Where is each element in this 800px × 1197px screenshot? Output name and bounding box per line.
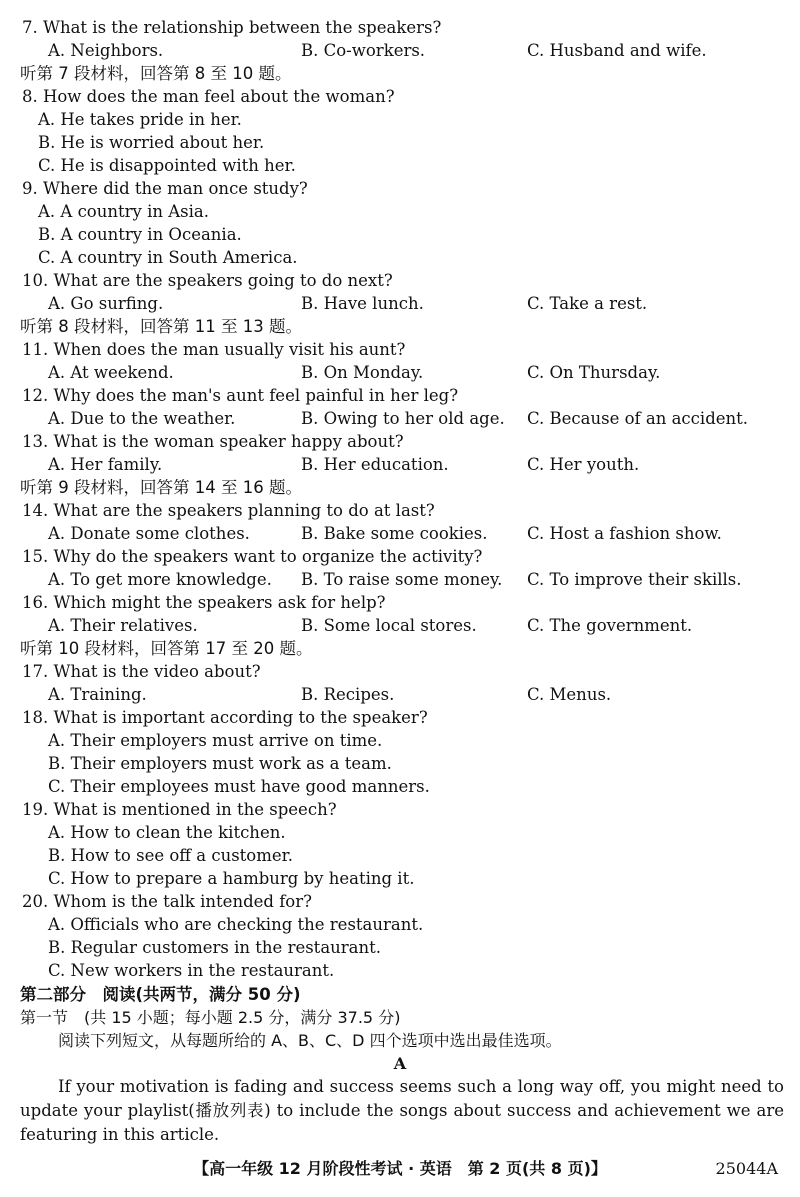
- question-9: 9. Where did the man once study?: [22, 179, 308, 198]
- option-a: A. Their relatives.: [48, 616, 198, 635]
- question-7-options: [0, 39, 800, 62]
- option-c: C. Menus.: [527, 685, 612, 704]
- question-12-options: [0, 407, 800, 430]
- option-c: C. Take a rest.: [527, 294, 648, 313]
- question-12: 12. Why does the man's aunt feel painful in her leg?: [22, 386, 459, 405]
- option-c: C. Host a fashion show.: [527, 524, 722, 543]
- option-c: C. New workers in the restaurant.: [48, 961, 335, 980]
- option-a: A. Donate some clothes.: [48, 524, 250, 543]
- option-c: C. Husband and wife.: [527, 41, 707, 60]
- question-10-options: [0, 292, 800, 315]
- option-c: C. The government.: [527, 616, 693, 635]
- option-b: B. Her education.: [301, 455, 449, 474]
- option-a: A. To get more knowledge.: [48, 570, 272, 589]
- question-15-options: [0, 568, 800, 591]
- question-20: 20. Whom is the talk intended for?: [22, 892, 312, 911]
- option-c: C. On Thursday.: [527, 363, 661, 382]
- option-b: B. He is worried about her.: [38, 133, 265, 152]
- question-19: 19. What is mentioned in the speech?: [22, 800, 337, 819]
- question-17-options: [0, 683, 800, 706]
- question-18: 18. What is important according to the speaker?: [22, 708, 428, 727]
- section-one-title: 第一节 (共 15 小题；每小题 2.5 分，满分 37.5 分): [20, 1008, 401, 1027]
- option-c: C. A country in South America.: [38, 248, 298, 267]
- option-c: C. Her youth.: [527, 455, 640, 474]
- option-b: B. Their employers must work as a team.: [48, 754, 392, 773]
- passage-paragraph: If your motivation is fading and success seems such a long way off, you might need to update your playlist(播放列表) to include the songs about success and achievement we are featuring in this article.: [20, 1077, 784, 1144]
- question-16-options: [0, 614, 800, 637]
- question-11-options: [0, 361, 800, 384]
- question-14: 14. What are the speakers planning to do at last?: [22, 501, 435, 520]
- option-a: A. Officials who are checking the restaurant.: [48, 915, 424, 934]
- material-header-7: 听第 7 段材料，回答第 8 至 10 题。: [20, 64, 292, 83]
- question-13-options: [0, 453, 800, 476]
- question-8: 8. How does the man feel about the woman?: [22, 87, 395, 106]
- option-b: B. Recipes.: [301, 685, 395, 704]
- question-10: 10. What are the speakers going to do next?: [22, 271, 393, 290]
- option-c: C. Because of an accident.: [527, 409, 749, 428]
- option-a: A. Due to the weather.: [48, 409, 236, 428]
- question-7: 7. What is the relationship between the speakers?: [22, 18, 442, 37]
- option-b: B. To raise some money.: [301, 570, 503, 589]
- option-a: A. Go surfing.: [48, 294, 164, 313]
- question-16: 16. Which might the speakers ask for help?: [22, 593, 386, 612]
- option-b: B. Have lunch.: [301, 294, 424, 313]
- option-c: C. Their employees must have good manners.: [48, 777, 430, 796]
- option-b: B. On Monday.: [301, 363, 424, 382]
- footer-exam-info: 【高一年级 12 月阶段性考试 · 英语 第 2 页(共 8 页)】: [193, 1159, 607, 1178]
- question-11: 11. When does the man usually visit his aunt?: [22, 340, 406, 359]
- question-13: 13. What is the woman speaker happy about?: [22, 432, 404, 451]
- option-a: A. Neighbors.: [48, 41, 164, 60]
- option-a: A. How to clean the kitchen.: [48, 823, 286, 842]
- option-b: B. Regular customers in the restaurant.: [48, 938, 382, 957]
- footer-code: 25044A: [715, 1159, 778, 1178]
- material-header-9: 听第 9 段材料，回答第 14 至 16 题。: [20, 478, 302, 497]
- option-b: B. Some local stores.: [301, 616, 477, 635]
- option-a: A. At weekend.: [48, 363, 174, 382]
- option-a: A. Their employers must arrive on time.: [48, 731, 383, 750]
- option-c: C. He is disappointed with her.: [38, 156, 296, 175]
- option-c: C. How to prepare a hamburg by heating it.: [48, 869, 415, 888]
- page-footer: [0, 1157, 800, 1181]
- option-a: A. Training.: [48, 685, 147, 704]
- option-b: B. Owing to her old age.: [301, 409, 505, 428]
- material-header-10: 听第 10 段材料，回答第 17 至 20 题。: [20, 639, 313, 658]
- option-a: A. Her family.: [48, 455, 163, 474]
- question-14-options: [0, 522, 800, 545]
- passage-label: A: [393, 1054, 407, 1073]
- option-a: A. He takes pride in her.: [38, 110, 242, 129]
- part-two-title: 第二部分 阅读(共两节，满分 50 分): [20, 985, 301, 1004]
- question-17: 17. What is the video about?: [22, 662, 261, 681]
- question-15: 15. Why do the speakers want to organize the activity?: [22, 547, 483, 566]
- option-b: B. A country in Oceania.: [38, 225, 242, 244]
- material-header-8: 听第 8 段材料，回答第 11 至 13 题。: [20, 317, 302, 336]
- option-a: A. A country in Asia.: [38, 202, 209, 221]
- option-b: B. How to see off a customer.: [48, 846, 293, 865]
- reading-instruction: 阅读下列短文，从每题所给的 A、B、C、D 四个选项中选出最佳选项。: [58, 1031, 562, 1050]
- option-b: B. Co-workers.: [301, 41, 426, 60]
- option-b: B. Bake some cookies.: [301, 524, 488, 543]
- option-c: C. To improve their skills.: [527, 570, 742, 589]
